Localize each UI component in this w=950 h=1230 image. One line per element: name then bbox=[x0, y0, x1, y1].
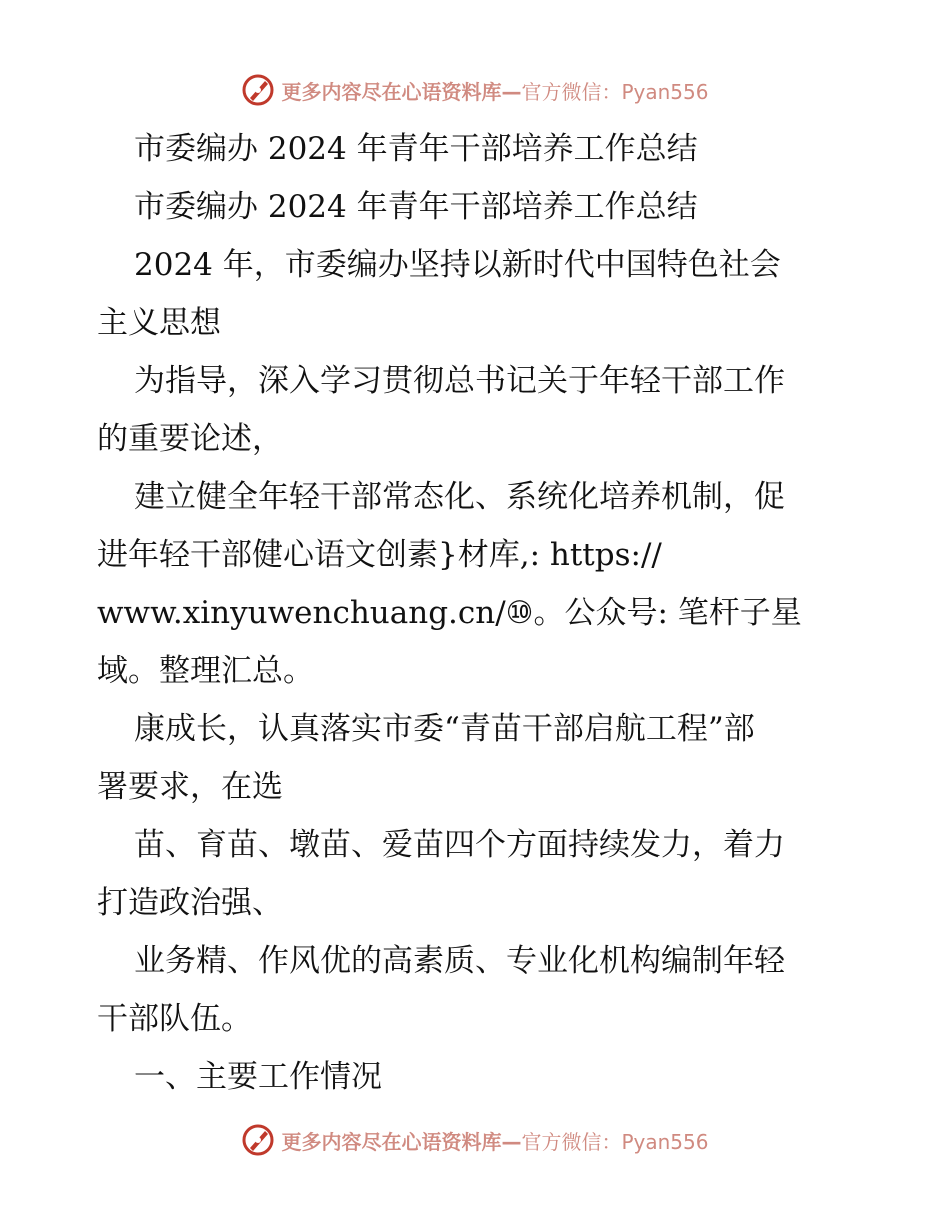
paragraph-line: 域。整理汇总。 bbox=[97, 653, 314, 689]
banner-official-wechat: 官方微信：Pyan556 bbox=[521, 1129, 709, 1154]
paragraph-line: 业务精、作风优的高素质、专业化机构编制年轻 bbox=[134, 943, 785, 979]
paragraph-line: 打造政治强、 bbox=[97, 885, 283, 921]
pen-logo-icon bbox=[241, 1123, 275, 1157]
banner-prefix: 更多内容尽在心语资料库— bbox=[281, 79, 522, 104]
pen-logo-icon bbox=[241, 73, 275, 107]
document-body bbox=[97, 120, 857, 1106]
paragraph-line: 建立健全年轻干部常态化、系统化培养机制，促 bbox=[134, 479, 785, 515]
header-banner bbox=[0, 70, 950, 110]
paragraph-line: 2024 年，市委编办坚持以新时代中国特色社会 bbox=[134, 247, 781, 283]
paragraph-line: 干部队伍。 bbox=[97, 1001, 252, 1037]
doc-title-repeat: 市委编办 2024 年青年干部培养工作总结 bbox=[134, 189, 698, 225]
paragraph-line: 主义思想 bbox=[97, 305, 221, 341]
paragraph-line: 康成长，认真落实市委“青苗干部启航工程”部 bbox=[134, 711, 755, 747]
paragraph-line: 署要求，在选 bbox=[97, 769, 283, 805]
banner-official-wechat: 官方微信：Pyan556 bbox=[521, 79, 709, 104]
paragraph-line: 为指导，深入学习贯彻总书记关于年轻干部工作 bbox=[134, 363, 785, 399]
paragraph-line: 苗、育苗、墩苗、爱苗四个方面持续发力，着力 bbox=[134, 827, 785, 863]
paragraph-line: www.xinyuwenchuang.cn/⑩。公众号: 笔杆子星 bbox=[97, 595, 802, 631]
banner-prefix: 更多内容尽在心语资料库— bbox=[281, 1129, 522, 1154]
footer-banner bbox=[0, 1120, 950, 1160]
paragraph-line: 的重要论述， bbox=[97, 421, 283, 457]
section-heading: 一、主要工作情况 bbox=[134, 1059, 382, 1095]
doc-title: 市委编办 2024 年青年干部培养工作总结 bbox=[134, 131, 698, 167]
paragraph-line: 进年轻干部健心语文创素}材库,: https:// bbox=[97, 537, 662, 573]
